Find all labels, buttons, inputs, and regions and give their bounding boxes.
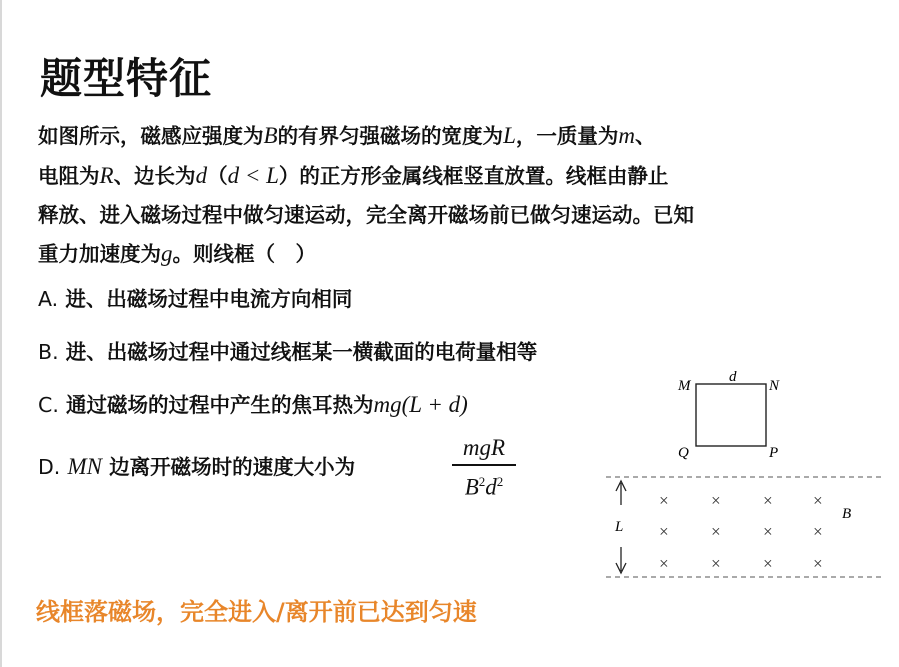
problem-text: 、边长为: [113, 164, 196, 188]
label-p: P: [769, 445, 779, 461]
condition-expr: d < L: [227, 163, 279, 188]
cross-icon: ×: [762, 491, 774, 510]
field-crosses: [658, 491, 823, 573]
page-left-border: [0, 0, 2, 667]
option-a[interactable]: [38, 284, 352, 314]
edge-mn: MN: [67, 454, 102, 479]
problem-line-2: [38, 161, 668, 191]
cross-icon: ×: [710, 554, 722, 573]
fraction-denominator: $B^2d^2$: [464, 473, 504, 500]
problem-text: 。则线框（ ）: [172, 242, 316, 266]
option-text: 边离开磁场时的速度大小为: [109, 455, 356, 479]
problem-text: 电阻为: [38, 164, 100, 188]
problem-text: ）的正方形金属线框竖直放置。线框由静止: [278, 164, 669, 188]
summary-note: 线框落磁场，完全进入/离开前已达到匀速: [36, 598, 477, 626]
option-letter: C.: [38, 393, 59, 417]
heat-expression: mg(L + d): [373, 392, 468, 417]
label-m: M: [678, 378, 691, 394]
cross-icon: ×: [812, 554, 824, 573]
option-letter: A.: [38, 287, 59, 311]
option-c[interactable]: [38, 390, 468, 420]
velocity-fraction: [452, 434, 516, 501]
option-d[interactable]: [38, 452, 355, 482]
label-l: L: [615, 519, 624, 535]
cross-icon: ×: [658, 522, 670, 541]
problem-text: 、: [634, 124, 656, 148]
field-diagram: [600, 365, 890, 585]
option-text: 进、出磁场过程中通过线框某一横截面的电荷量相等: [65, 340, 538, 364]
label-b: B: [842, 506, 852, 522]
symbol-l: L: [503, 123, 516, 148]
label-n: N: [769, 378, 780, 394]
option-text: 通过磁场的过程中产生的焦耳热为: [65, 393, 374, 417]
option-letter: D.: [38, 455, 61, 479]
option-text: 进、出磁场过程中电流方向相同: [65, 287, 353, 311]
label-d: d: [729, 369, 737, 385]
cross-icon: ×: [812, 491, 824, 510]
problem-text: （: [207, 164, 228, 188]
symbol-g: g: [161, 241, 173, 266]
symbol-b: B: [263, 123, 278, 148]
cross-icon: ×: [812, 522, 824, 541]
cross-icon: ×: [762, 522, 774, 541]
fraction-numerator: mgR: [462, 435, 506, 460]
problem-text: 重力加速度为: [38, 242, 161, 266]
page-title: 题型特征: [40, 54, 213, 103]
cross-icon: ×: [658, 554, 670, 573]
problem-line-4: [38, 239, 316, 269]
fraction-bar: [452, 464, 516, 466]
cross-icon: ×: [710, 491, 722, 510]
symbol-r: R: [99, 163, 114, 188]
label-q: Q: [678, 445, 689, 461]
problem-line-3: 释放、进入磁场过程中做匀速运动，完全离开磁场前已做匀速运动。已知: [38, 203, 694, 227]
symbol-m: m: [618, 123, 635, 148]
square-frame: [696, 384, 766, 446]
problem-text: 如图所示，磁感应强度为: [38, 124, 264, 148]
problem-line-1: [38, 121, 655, 151]
symbol-d: d: [195, 163, 208, 188]
option-b[interactable]: [38, 337, 537, 367]
option-letter: B.: [38, 340, 59, 364]
problem-text: 的有界匀强磁场的宽度为: [277, 124, 504, 148]
problem-text: ，一质量为: [515, 124, 619, 148]
cross-icon: ×: [658, 491, 670, 510]
cross-icon: ×: [762, 554, 774, 573]
cross-icon: ×: [710, 522, 722, 541]
